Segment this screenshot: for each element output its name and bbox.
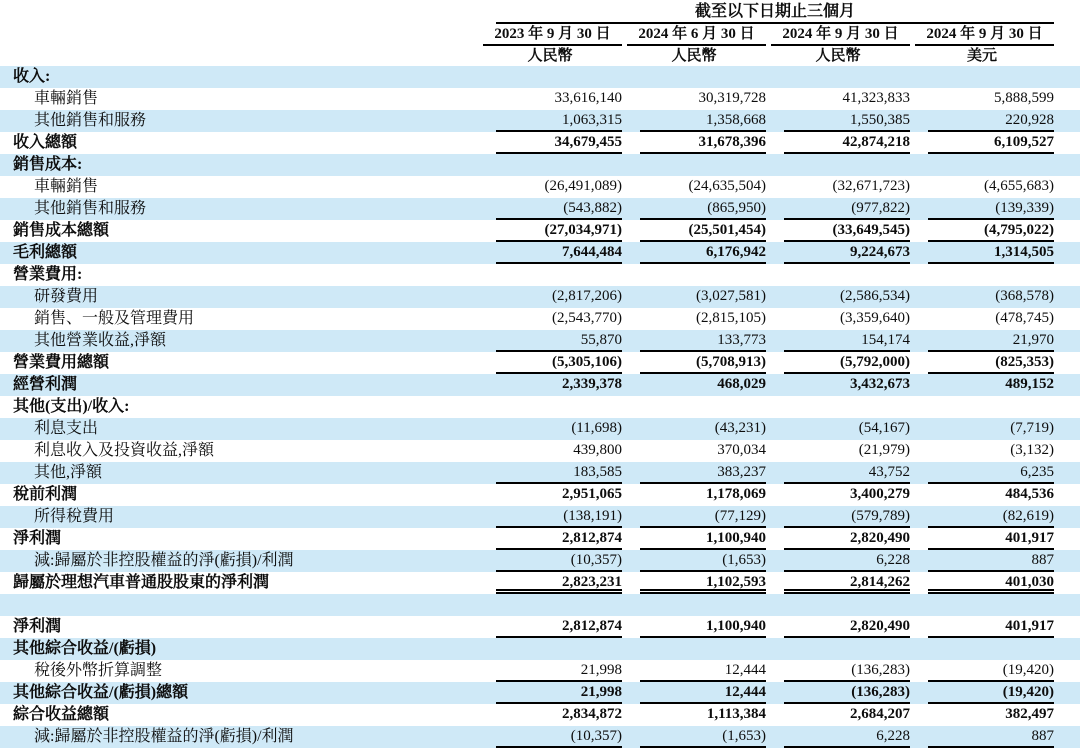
value-cell: 887	[928, 726, 1054, 748]
value-cell: 2,823,231	[496, 572, 622, 594]
value-cell: 1,100,940	[640, 616, 766, 638]
column-header-date: 2024 年 6 月 30 日	[627, 24, 766, 46]
value-cell: 34,679,455	[496, 132, 622, 154]
value-cell: 2,339,378	[562, 376, 622, 392]
value-cell: 6,228	[784, 726, 910, 748]
value-cell: 9,224,673	[784, 242, 910, 264]
value-cell	[496, 66, 622, 88]
value-cell: 2,820,490	[784, 528, 910, 550]
value-cell: 6,235	[928, 462, 1054, 484]
value-cell: (19,420)	[928, 660, 1054, 682]
row-label: 銷售成本:	[13, 156, 83, 173]
value-cell	[496, 154, 622, 176]
column-header-currency: 美元	[967, 48, 998, 64]
value-cell	[928, 594, 1054, 616]
table-row	[0, 616, 1080, 638]
row-label: 毛利總額	[13, 244, 78, 261]
table-row	[0, 352, 1080, 374]
value-cell: 154,174	[784, 330, 910, 352]
value-cell	[496, 594, 622, 616]
value-cell: 1,550,385	[784, 110, 910, 132]
table-row	[0, 132, 1080, 154]
value-cell: 401,917	[928, 616, 1054, 638]
value-cell: 401,030	[928, 572, 1054, 594]
value-cell	[928, 66, 1054, 88]
table-row	[0, 176, 1080, 198]
value-cell: (2,543,770)	[552, 310, 622, 326]
row-label: 淨利潤	[13, 530, 62, 547]
value-cell	[784, 66, 910, 88]
value-cell: (543,882)	[496, 198, 622, 220]
value-cell	[496, 396, 622, 418]
value-cell: 42,874,218	[784, 132, 910, 154]
value-cell: 887	[928, 550, 1054, 572]
value-cell: 2,951,065	[562, 486, 622, 502]
value-cell	[928, 264, 1054, 286]
value-cell: 6,109,527	[928, 132, 1054, 154]
value-cell: 1,063,315	[496, 110, 622, 132]
table-row	[0, 462, 1080, 484]
value-cell: 43,752	[784, 462, 910, 484]
value-cell: 1,178,069	[706, 486, 766, 502]
value-cell	[784, 396, 910, 418]
column-header-date: 2024 年 9 月 30 日	[915, 24, 1054, 46]
table-row	[0, 88, 1080, 110]
value-cell: (43,231)	[714, 420, 766, 436]
value-cell	[640, 396, 766, 418]
value-cell: 21,970	[928, 330, 1054, 352]
value-cell	[496, 638, 622, 660]
table-row	[0, 572, 1080, 594]
value-cell: (5,708,913)	[640, 352, 766, 374]
value-cell: (82,619)	[928, 506, 1054, 528]
row-label: 稅後外幣折算調整	[34, 662, 163, 679]
row-label: 其他(支出)/收入:	[13, 398, 130, 415]
value-cell: (136,283)	[784, 660, 910, 682]
value-cell: 30,319,728	[698, 90, 766, 106]
value-cell	[640, 594, 766, 616]
value-cell: 2,684,207	[850, 706, 910, 722]
value-cell: 401,917	[928, 528, 1054, 550]
value-cell: 1,314,505	[928, 242, 1054, 264]
column-header-date: 2024 年 9 月 30 日	[771, 24, 910, 46]
table-row	[0, 506, 1080, 528]
value-cell: 7,644,484	[496, 242, 622, 264]
value-cell: (368,578)	[995, 288, 1055, 304]
table-row	[0, 550, 1080, 572]
value-cell: (5,305,106)	[496, 352, 622, 374]
value-cell: (27,034,971)	[496, 220, 622, 242]
period-header-row	[0, 0, 1080, 24]
value-cell: (26,491,089)	[544, 178, 622, 194]
value-cell: (865,950)	[640, 198, 766, 220]
value-cell: (25,501,454)	[640, 220, 766, 242]
table-row	[0, 154, 1080, 176]
value-cell: (3,359,640)	[840, 310, 910, 326]
row-label	[0, 594, 478, 616]
value-cell: (478,745)	[995, 310, 1055, 326]
value-cell: 5,888,599	[994, 90, 1055, 106]
row-label: 淨利潤	[13, 618, 62, 635]
value-cell: (32,671,723)	[832, 178, 910, 194]
value-cell	[496, 264, 622, 286]
table-row	[0, 242, 1080, 264]
table-row	[0, 682, 1080, 704]
table-row	[0, 66, 1080, 88]
table-body	[0, 66, 1080, 748]
row-label: 經營利潤	[13, 376, 78, 393]
column-header-currency: 人民幣	[527, 48, 573, 64]
table-row	[0, 220, 1080, 242]
value-cell: (7,719)	[1010, 420, 1055, 436]
column-header-currency: 人民幣	[815, 48, 861, 64]
value-cell: (54,167)	[858, 420, 910, 436]
value-cell: 3,400,279	[850, 486, 910, 502]
row-label: 銷售、一般及管理費用	[34, 310, 195, 327]
row-label: 利息收入及投資收益,淨額	[34, 442, 215, 459]
value-cell	[928, 154, 1054, 176]
table-row	[0, 418, 1080, 440]
table-row	[0, 528, 1080, 550]
table-row	[0, 110, 1080, 132]
row-label: 車輛銷售	[34, 90, 99, 107]
value-cell: 439,800	[573, 442, 622, 458]
value-cell: (3,027,581)	[696, 288, 766, 304]
value-cell: (2,815,105)	[696, 310, 766, 326]
value-cell: 1,358,668	[640, 110, 766, 132]
row-label: 收入總額	[13, 134, 78, 151]
row-label: 其他,淨額	[34, 464, 103, 481]
value-cell: 468,029	[717, 376, 766, 392]
row-label: 利息支出	[34, 420, 99, 437]
value-cell: (10,357)	[496, 726, 622, 748]
value-cell: (1,653)	[640, 550, 766, 572]
row-label: 其他銷售和服務	[34, 200, 147, 217]
value-cell: 6,228	[784, 550, 910, 572]
value-cell: 12,444	[640, 682, 766, 704]
row-label: 減:歸屬於非控股權益的淨(虧損)/利潤	[34, 728, 294, 745]
row-label: 研發費用	[34, 288, 99, 305]
value-cell: (825,353)	[928, 352, 1054, 374]
value-cell: 1,113,384	[706, 706, 766, 722]
value-cell: (10,357)	[496, 550, 622, 572]
value-cell	[640, 264, 766, 286]
value-cell	[784, 154, 910, 176]
value-cell: 2,814,262	[784, 572, 910, 594]
value-cell: 2,812,874	[496, 616, 622, 638]
date-header-row	[0, 24, 1080, 46]
value-cell	[640, 154, 766, 176]
value-cell: (19,420)	[928, 682, 1054, 704]
column-header-date: 2023 年 9 月 30 日	[483, 24, 622, 46]
table-row	[0, 396, 1080, 418]
table-row	[0, 440, 1080, 462]
period-header: 截至以下日期止三個月	[496, 0, 1054, 24]
value-cell: (579,789)	[784, 506, 910, 528]
value-cell: 55,870	[496, 330, 622, 352]
row-label: 營業費用:	[13, 266, 83, 283]
value-cell: 2,834,872	[562, 706, 622, 722]
value-cell	[784, 264, 910, 286]
row-label: 減:歸屬於非控股權益的淨(虧損)/利潤	[34, 552, 294, 569]
value-cell	[784, 594, 910, 616]
value-cell: 183,585	[496, 462, 622, 484]
value-cell: 6,176,942	[640, 242, 766, 264]
column-header-currency: 人民幣	[671, 48, 717, 64]
value-cell: 21,998	[496, 660, 622, 682]
row-label: 其他銷售和服務	[34, 112, 147, 129]
row-label: 綜合收益總額	[13, 706, 110, 723]
value-cell: 484,536	[1005, 486, 1055, 502]
value-cell: (136,283)	[784, 682, 910, 704]
row-label: 其他綜合收益/(虧損)總額	[13, 684, 189, 701]
value-cell: 2,812,874	[496, 528, 622, 550]
value-cell	[784, 638, 910, 660]
value-cell: (3,132)	[1010, 442, 1055, 458]
value-cell: 383,237	[640, 462, 766, 484]
value-cell: 21,998	[496, 682, 622, 704]
value-cell: (1,653)	[640, 726, 766, 748]
table-row	[0, 638, 1080, 660]
row-label: 其他營業收益,淨額	[34, 332, 167, 349]
table-row	[0, 726, 1080, 748]
value-cell: (138,191)	[496, 506, 622, 528]
value-cell	[640, 638, 766, 660]
row-label: 歸屬於理想汽車普通股股東的淨利潤	[13, 574, 270, 591]
row-label: 稅前利潤	[13, 486, 78, 503]
row-label: 其他綜合收益/(虧損)	[13, 640, 157, 657]
currency-header-row	[0, 46, 1080, 66]
value-cell: (11,698)	[571, 420, 622, 436]
value-cell: 31,678,396	[640, 132, 766, 154]
value-cell: 489,152	[1005, 376, 1055, 392]
table-row	[0, 264, 1080, 286]
table-row	[0, 704, 1080, 726]
value-cell: 1,100,940	[640, 528, 766, 550]
value-cell: (5,792,000)	[784, 352, 910, 374]
value-cell: 1,102,593	[640, 572, 766, 594]
table-row	[0, 308, 1080, 330]
value-cell: 12,444	[640, 660, 766, 682]
value-cell	[640, 66, 766, 88]
value-cell	[928, 638, 1054, 660]
value-cell: 382,497	[1005, 706, 1055, 722]
table-row	[0, 660, 1080, 682]
row-label: 營業費用總額	[13, 354, 110, 371]
table-row	[0, 484, 1080, 506]
value-cell: 370,034	[717, 442, 766, 458]
value-cell: 133,773	[640, 330, 766, 352]
value-cell: (2,586,534)	[840, 288, 910, 304]
value-cell: (24,635,504)	[688, 178, 766, 194]
value-cell	[928, 396, 1054, 418]
value-cell: 220,928	[928, 110, 1054, 132]
value-cell: (21,979)	[858, 442, 910, 458]
value-cell: (977,822)	[784, 198, 910, 220]
table-row	[0, 198, 1080, 220]
value-cell: (33,649,545)	[784, 220, 910, 242]
value-cell: (77,129)	[640, 506, 766, 528]
value-cell: (139,339)	[928, 198, 1054, 220]
value-cell: 41,323,833	[842, 90, 910, 106]
value-cell: 33,616,140	[554, 90, 622, 106]
table-row	[0, 330, 1080, 352]
row-label: 所得稅費用	[34, 508, 115, 525]
row-label: 銷售成本總額	[13, 222, 110, 239]
table-row	[0, 374, 1080, 396]
value-cell: 3,432,673	[850, 376, 910, 392]
table-header	[0, 0, 1080, 66]
value-cell: 2,820,490	[784, 616, 910, 638]
table-row	[0, 286, 1080, 308]
value-cell: (2,817,206)	[552, 288, 622, 304]
value-cell: (4,795,022)	[928, 220, 1054, 242]
row-label: 車輛銷售	[34, 178, 99, 195]
value-cell: (4,655,683)	[984, 178, 1055, 194]
table-row	[0, 594, 1080, 616]
row-label: 收入:	[13, 68, 51, 85]
